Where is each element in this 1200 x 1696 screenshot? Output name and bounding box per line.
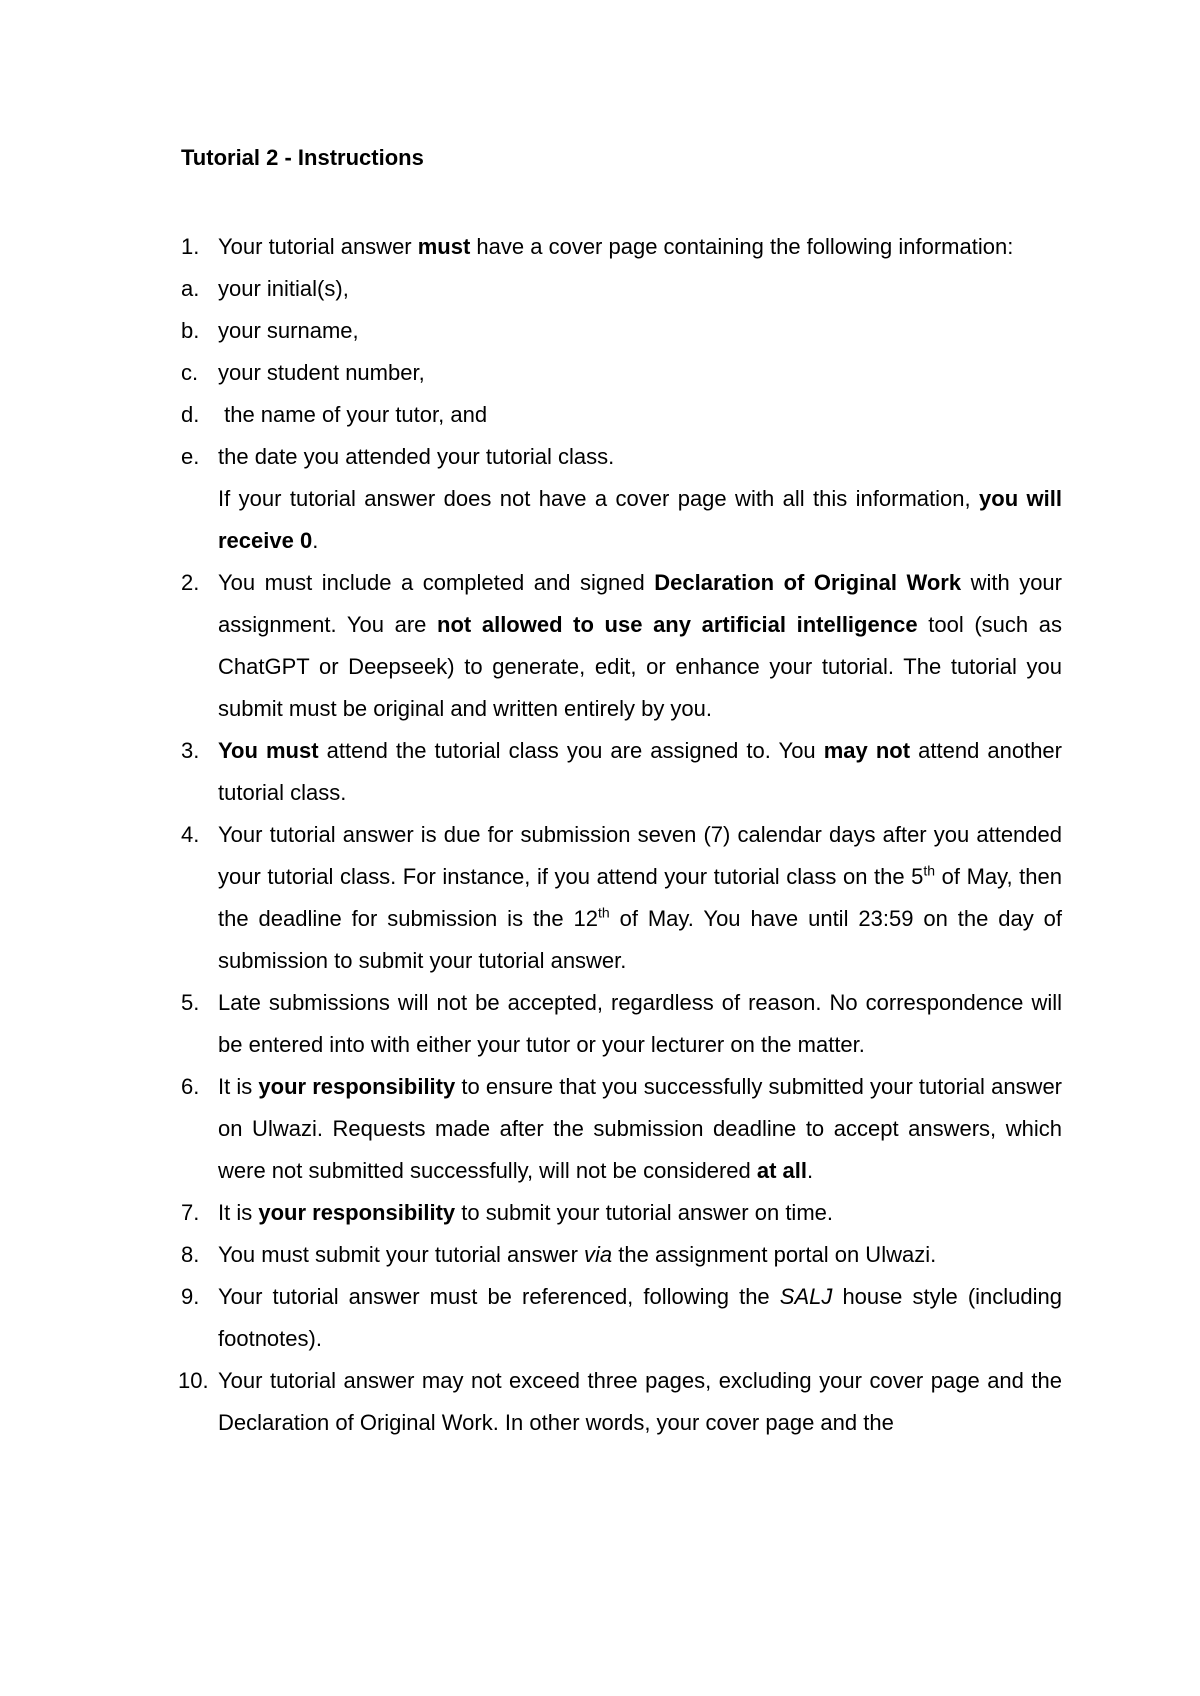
item-number: 4. <box>181 822 200 847</box>
list-item <box>181 1066 1062 1192</box>
superscript-text: th <box>597 904 610 921</box>
item-text: Your tutorial answer must be referenced, following the SALJ house style (including footnotes). <box>218 1284 1062 1351</box>
item-number: 7. <box>181 1200 200 1225</box>
italic-text: via <box>584 1242 613 1267</box>
item-text: Your tutorial answer is due for submission seven (7) calendar days after you attended your tutorial class. For instance, if you attend your tutorial class on the 5th of May, then the deadline for submission is the 12th of May. You have until 23:59 on the day of submission to submit your tutorial answer. <box>218 822 1062 973</box>
list-item <box>181 1234 1062 1276</box>
item-text: It is your responsibility to submit your tutorial answer on time. <box>218 1200 833 1225</box>
sub-item-text: your student number, <box>218 360 425 385</box>
italic-text: SALJ <box>779 1284 833 1309</box>
sub-item-letter: e. <box>181 444 200 469</box>
list-item <box>178 1360 1062 1444</box>
list-item <box>181 814 1062 982</box>
page-title: Tutorial 2 - Instructions <box>181 145 424 170</box>
sub-list-item <box>181 394 1062 436</box>
item-text: Late submissions will not be accepted, regardless of reason. No correspondence will be entered into with either your tutor or your lecturer on the matter. <box>218 990 1062 1057</box>
item-text: You must include a completed and signed Declaration of Original Work with your assignment. You are not allowed to use any artificial intelligence tool (such as ChatGPT or Deepseek) to generate, edit, or enhance your tutorial. The tutorial you submit must be original and written entirely by you. <box>218 570 1062 721</box>
sub-item-text: your initial(s), <box>218 276 349 301</box>
item-text: Your tutorial answer may not exceed three pages, excluding your cover page and the Declaration of Original Work. In other words, your cover page and the <box>218 1368 1062 1435</box>
emphasis-text: You must <box>218 738 319 763</box>
item-number: 9. <box>181 1284 200 1309</box>
list-item <box>181 730 1062 814</box>
emphasis-text: your responsibility <box>258 1074 456 1099</box>
sub-list-item <box>181 310 1062 352</box>
cover-page-warning: If your tutorial answer does not have a cover page with all this information, you will receive 0. <box>218 486 1062 553</box>
list-item <box>181 982 1062 1066</box>
emphasis-text: at all <box>756 1158 807 1183</box>
sub-item-letter: b. <box>181 318 200 343</box>
sub-list-item <box>181 352 1062 394</box>
list-item <box>181 226 1062 268</box>
list-item <box>181 1192 1062 1234</box>
instructions-list <box>178 226 1062 1444</box>
item-number: 8. <box>181 1242 200 1267</box>
superscript-text: th <box>923 862 936 879</box>
item-text: You must attend the tutorial class you are assigned to. You may not attend another tutorial class. <box>218 738 1062 805</box>
sub-item-text: the name of your tutor, and <box>218 402 488 427</box>
item-number: 2. <box>181 570 200 595</box>
emphasis-text: may not <box>823 738 911 763</box>
sub-item-letter: d. <box>181 402 200 427</box>
sub-item-letter: a. <box>181 276 200 301</box>
item-number: 5. <box>181 990 200 1015</box>
sub-list-item <box>181 436 1062 478</box>
emphasis-text: you will receive 0 <box>218 486 1062 553</box>
cover-page-requirements <box>181 268 1062 562</box>
item-text: Your tutorial answer must have a cover page containing the following information: <box>218 234 1014 259</box>
emphasis-text: must <box>417 234 471 259</box>
sub-item-letter: c. <box>181 360 199 385</box>
emphasis-text: not allowed to use any artificial intelligence <box>437 612 918 637</box>
emphasis-text: Declaration of Original Work <box>654 570 962 595</box>
emphasis-text: your responsibility <box>258 1200 456 1225</box>
item-number: 10. <box>178 1368 209 1393</box>
list-item <box>181 562 1062 730</box>
item-text: You must submit your tutorial answer via the assignment portal on Ulwazi. <box>218 1242 937 1267</box>
sub-item-text: your surname, <box>218 318 359 343</box>
list-item <box>181 1276 1062 1360</box>
item-number: 1. <box>181 234 200 259</box>
item-text: It is your responsibility to ensure that you successfully submitted your tutorial answer on Ulwazi. Requests made after the submission deadline to accept answers, which were not submitted successfully, will not be considered at all. <box>218 1074 1062 1183</box>
sub-item-text: the date you attended your tutorial class. <box>218 444 615 469</box>
item-number: 3. <box>181 738 200 763</box>
sub-list-item <box>181 268 1062 310</box>
item-number: 6. <box>181 1074 200 1099</box>
